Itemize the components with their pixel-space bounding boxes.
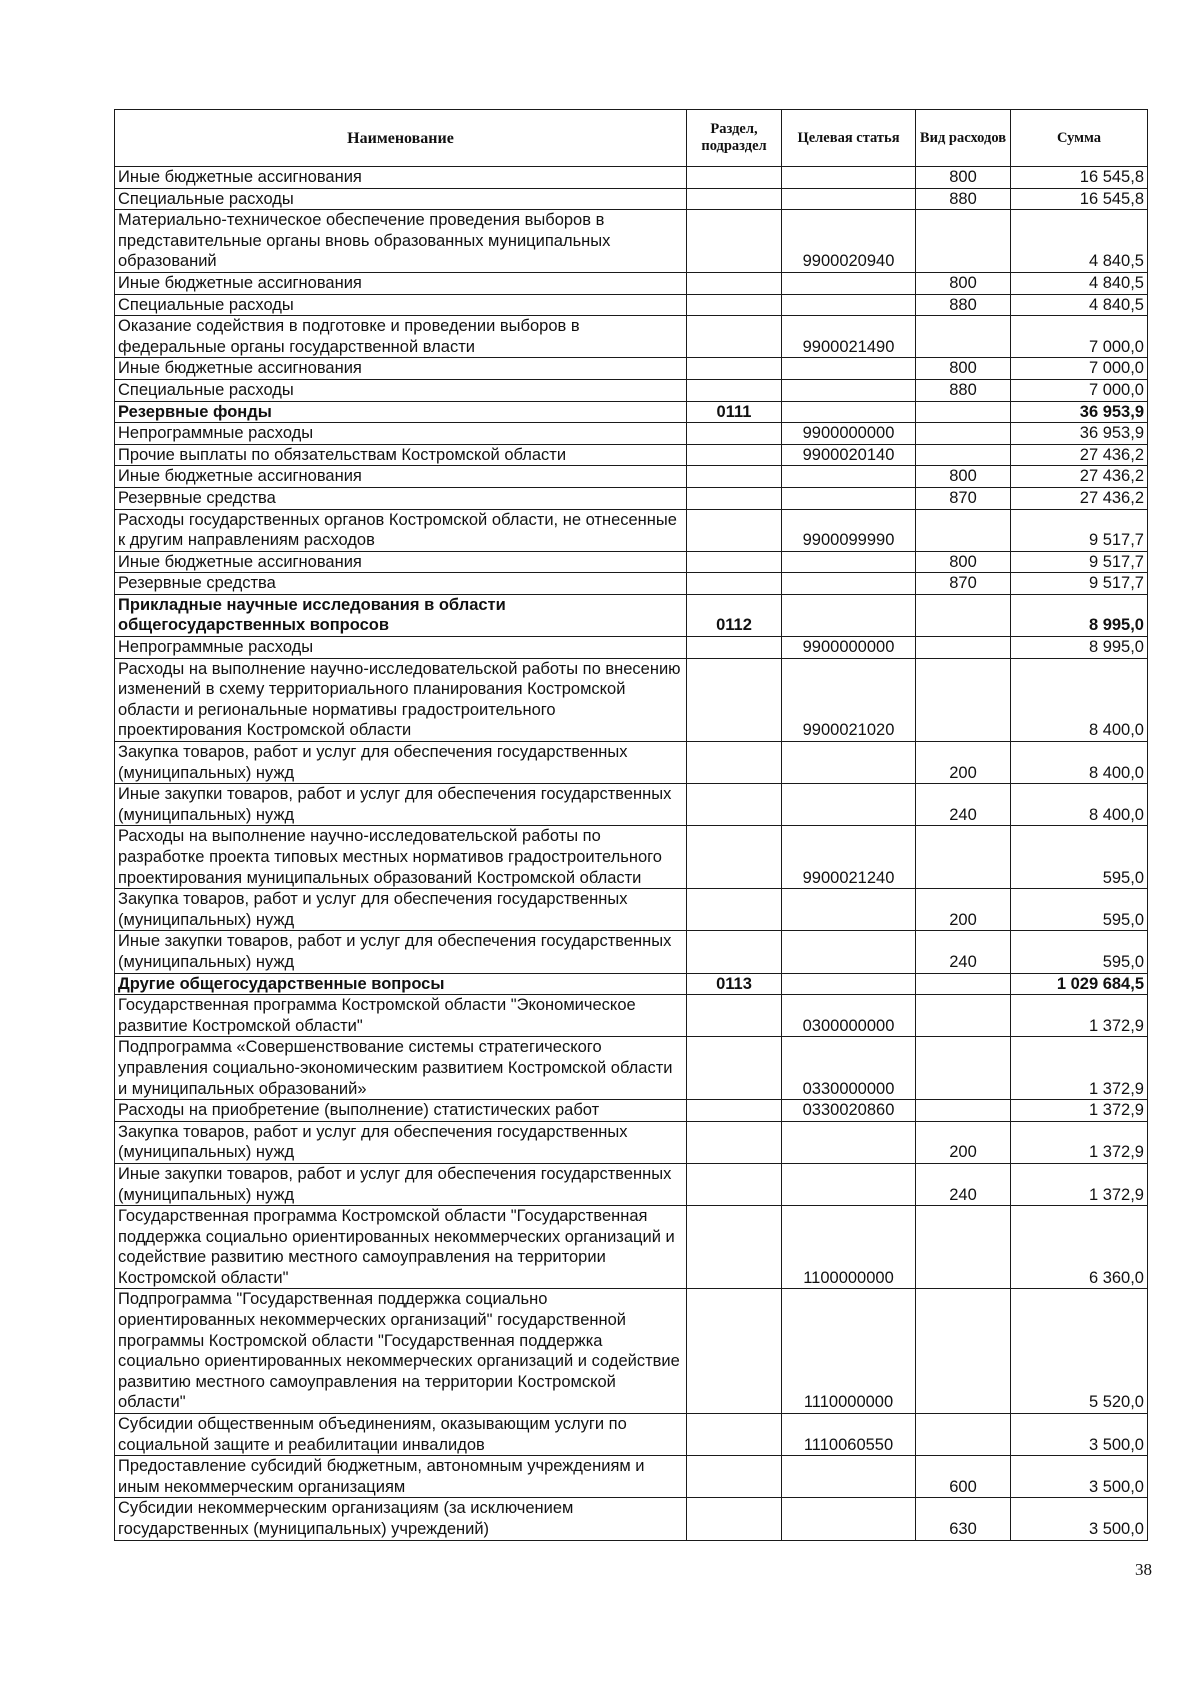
table-row [115,1456,1148,1498]
cell-kind [916,658,1011,741]
cell-sum: 16 545,8 [1011,188,1148,210]
cell-section [687,1414,782,1456]
cell-kind: 800 [916,272,1011,294]
cell-name: Специальные расходы [115,294,687,316]
cell-section [687,1100,782,1122]
cell-kind [916,826,1011,889]
table-row [115,188,1148,210]
header-name: Наименование [115,110,687,167]
header-sum: Сумма [1011,110,1148,167]
cell-section: 0111 [687,401,782,423]
cell-sum: 8 400,0 [1011,658,1148,741]
cell-kind [916,1414,1011,1456]
table-header [115,110,1148,167]
table-row [115,316,1148,358]
cell-target [782,379,916,401]
cell-target [782,594,916,636]
cell-target [782,742,916,784]
table-row [115,1121,1148,1163]
cell-sum: 595,0 [1011,826,1148,889]
cell-sum: 3 500,0 [1011,1456,1148,1498]
cell-section [687,1289,782,1414]
cell-target [782,188,916,210]
cell-section [687,509,782,551]
cell-target [782,1163,916,1205]
cell-name: Специальные расходы [115,188,687,210]
cell-target: 0330000000 [782,1037,916,1100]
cell-section [687,167,782,189]
cell-section [687,889,782,931]
cell-kind [916,1100,1011,1122]
cell-section [687,358,782,380]
cell-target: 9900021240 [782,826,916,889]
cell-target [782,466,916,488]
cell-target [782,889,916,931]
cell-target [782,487,916,509]
cell-kind [916,423,1011,445]
table-row [115,210,1148,273]
cell-kind [916,995,1011,1037]
table-row [115,444,1148,466]
cell-target [782,401,916,423]
cell-sum: 4 840,5 [1011,210,1148,273]
cell-kind: 880 [916,188,1011,210]
cell-name: Иные бюджетные ассигнования [115,358,687,380]
table-row [115,167,1148,189]
cell-name: Непрограммные расходы [115,423,687,445]
cell-kind [916,444,1011,466]
cell-sum: 1 372,9 [1011,1100,1148,1122]
cell-name: Государственная программа Костромской области "Экономическое развитие Костромской области" [115,995,687,1037]
table-row [115,1163,1148,1205]
cell-target [782,931,916,973]
cell-target: 9900020940 [782,210,916,273]
cell-name: Подпрограмма "Государственная поддержка социально ориентированных некоммерческих организаций" государственной программы Костромской области "Государственная поддержка социально ориентированных некоммерческих организаций и содействие развитию местного самоуправления на территории Костромской области" [115,1289,687,1414]
cell-section [687,466,782,488]
cell-target [782,1121,916,1163]
cell-target [782,167,916,189]
table-row [115,401,1148,423]
cell-sum: 8 400,0 [1011,784,1148,826]
cell-sum: 36 953,9 [1011,423,1148,445]
cell-kind: 800 [916,466,1011,488]
cell-name: Материально-техническое обеспечение проведения выборов в представительные органы вновь образованных муниципальных образований [115,210,687,273]
cell-kind [916,509,1011,551]
cell-name: Расходы на выполнение научно-исследовательской работы по разработке проекта типовых местных нормативов градостроительного проектирования муниципальных образований Костромской области [115,826,687,889]
cell-sum: 8 995,0 [1011,637,1148,659]
cell-sum: 4 840,5 [1011,294,1148,316]
cell-kind [916,1206,1011,1289]
cell-section [687,294,782,316]
cell-kind: 200 [916,742,1011,784]
table-body [115,167,1148,1541]
cell-name: Иные бюджетные ассигнования [115,466,687,488]
cell-section: 0113 [687,973,782,995]
budget-table-sheet [114,109,1147,1541]
table-row [115,889,1148,931]
cell-target [782,358,916,380]
cell-section: 0112 [687,594,782,636]
cell-target [782,551,916,573]
table-row [115,637,1148,659]
cell-kind: 800 [916,358,1011,380]
cell-kind [916,210,1011,273]
cell-target: 1110000000 [782,1289,916,1414]
cell-sum: 7 000,0 [1011,316,1148,358]
cell-name: Прочие выплаты по обязательствам Костромской области [115,444,687,466]
cell-kind [916,637,1011,659]
cell-name: Субсидии общественным объединениям, оказывающим услуги по социальной защите и реабилитации инвалидов [115,1414,687,1456]
cell-sum: 36 953,9 [1011,401,1148,423]
cell-target: 1100000000 [782,1206,916,1289]
cell-name: Закупка товаров, работ и услуг для обеспечения государственных (муниципальных) нужд [115,889,687,931]
cell-target [782,294,916,316]
cell-name: Расходы государственных органов Костромской области, не отнесенные к другим направлениям расходов [115,509,687,551]
table-row [115,742,1148,784]
header-section: Раздел, подраздел [687,110,782,167]
cell-kind [916,973,1011,995]
cell-section [687,1121,782,1163]
table-row [115,1498,1148,1540]
cell-section [687,188,782,210]
table-row [115,272,1148,294]
cell-sum: 8 995,0 [1011,594,1148,636]
table-row [115,379,1148,401]
cell-section [687,551,782,573]
cell-name: Иные закупки товаров, работ и услуг для обеспечения государственных (муниципальных) нужд [115,931,687,973]
table-row [115,1289,1148,1414]
cell-kind: 240 [916,784,1011,826]
cell-section [687,742,782,784]
table-row [115,1100,1148,1122]
cell-sum: 5 520,0 [1011,1289,1148,1414]
cell-name: Непрограммные расходы [115,637,687,659]
cell-target: 9900000000 [782,423,916,445]
table-row [115,573,1148,595]
cell-kind [916,1037,1011,1100]
cell-section [687,1206,782,1289]
cell-target: 0300000000 [782,995,916,1037]
cell-sum: 27 436,2 [1011,444,1148,466]
cell-kind: 240 [916,1163,1011,1205]
cell-sum: 27 436,2 [1011,466,1148,488]
cell-name: Расходы на приобретение (выполнение) статистических работ [115,1100,687,1122]
table-row [115,658,1148,741]
cell-kind: 870 [916,573,1011,595]
cell-target: 9900021020 [782,658,916,741]
cell-name: Предоставление субсидий бюджетным, автономным учреждениям и иным некоммерческим организациям [115,1456,687,1498]
cell-kind: 200 [916,889,1011,931]
cell-name: Иные бюджетные ассигнования [115,167,687,189]
cell-target: 9900000000 [782,637,916,659]
cell-section [687,826,782,889]
table-row [115,1206,1148,1289]
header-kind: Вид расходов [916,110,1011,167]
cell-sum: 6 360,0 [1011,1206,1148,1289]
cell-name: Специальные расходы [115,379,687,401]
table-row [115,1037,1148,1100]
cell-name: Резервные фонды [115,401,687,423]
cell-sum: 9 517,7 [1011,509,1148,551]
cell-name: Иные закупки товаров, работ и услуг для обеспечения государственных (муниципальных) нужд [115,784,687,826]
cell-sum: 1 372,9 [1011,995,1148,1037]
table-row [115,931,1148,973]
cell-kind: 600 [916,1456,1011,1498]
cell-target [782,973,916,995]
header-target: Целевая статья [782,110,916,167]
cell-name: Прикладные научные исследования в области общегосударственных вопросов [115,594,687,636]
cell-name: Подпрограмма «Совершенствование системы стратегического управления социально-экономическим развитием Костромской области и муниципальных образований» [115,1037,687,1100]
table-row [115,1414,1148,1456]
page-number: 38 [1135,1560,1152,1579]
cell-target: 0330020860 [782,1100,916,1122]
cell-name: Другие общегосударственные вопросы [115,973,687,995]
cell-section [687,1498,782,1540]
cell-target: 1110060550 [782,1414,916,1456]
cell-sum: 9 517,7 [1011,551,1148,573]
cell-section [687,487,782,509]
cell-name: Оказание содействия в подготовке и проведении выборов в федеральные органы государственной власти [115,316,687,358]
cell-sum: 1 372,9 [1011,1121,1148,1163]
table-row [115,995,1148,1037]
cell-name: Закупка товаров, работ и услуг для обеспечения государственных (муниципальных) нужд [115,742,687,784]
table-row [115,509,1148,551]
cell-kind [916,401,1011,423]
cell-target [782,784,916,826]
cell-kind: 240 [916,931,1011,973]
cell-name: Резервные средства [115,487,687,509]
table-row [115,423,1148,445]
cell-kind: 880 [916,379,1011,401]
cell-target: 9900099990 [782,509,916,551]
cell-name: Субсидии некоммерческим организациям (за исключением государственных (муниципальных) учреждений) [115,1498,687,1540]
cell-sum: 7 000,0 [1011,358,1148,380]
cell-kind [916,594,1011,636]
cell-kind: 800 [916,551,1011,573]
cell-name: Иные закупки товаров, работ и услуг для обеспечения государственных (муниципальных) нужд [115,1163,687,1205]
cell-target: 9900020140 [782,444,916,466]
cell-kind: 870 [916,487,1011,509]
cell-target [782,1456,916,1498]
cell-section [687,316,782,358]
table-row [115,973,1148,995]
header-row [115,110,1148,167]
cell-name: Расходы на выполнение научно-исследовательской работы по внесению изменений в схему территориального планирования Костромской области и региональные нормативы градостроительного проектирования Костромской области [115,658,687,741]
cell-sum: 8 400,0 [1011,742,1148,784]
table-row [115,826,1148,889]
table-row [115,551,1148,573]
cell-name: Иные бюджетные ассигнования [115,551,687,573]
cell-kind [916,1289,1011,1414]
cell-sum: 16 545,8 [1011,167,1148,189]
cell-target [782,573,916,595]
cell-sum: 595,0 [1011,889,1148,931]
cell-sum: 1 372,9 [1011,1163,1148,1205]
table-row [115,784,1148,826]
cell-kind: 200 [916,1121,1011,1163]
table-row [115,487,1148,509]
table-row [115,358,1148,380]
cell-sum: 27 436,2 [1011,487,1148,509]
cell-sum: 595,0 [1011,931,1148,973]
cell-section [687,995,782,1037]
cell-sum: 3 500,0 [1011,1414,1148,1456]
cell-target [782,1498,916,1540]
cell-sum: 4 840,5 [1011,272,1148,294]
cell-section [687,1037,782,1100]
cell-section [687,931,782,973]
cell-kind [916,316,1011,358]
cell-section [687,444,782,466]
table-row [115,594,1148,636]
cell-section [687,658,782,741]
cell-sum: 9 517,7 [1011,573,1148,595]
cell-section [687,210,782,273]
cell-sum: 1 372,9 [1011,1037,1148,1100]
cell-kind: 800 [916,167,1011,189]
cell-section [687,1163,782,1205]
cell-sum: 3 500,0 [1011,1498,1148,1540]
cell-target [782,272,916,294]
cell-sum: 7 000,0 [1011,379,1148,401]
cell-sum: 1 029 684,5 [1011,973,1148,995]
cell-section [687,379,782,401]
cell-name: Государственная программа Костромской области "Государственная поддержка социально ориентированных некоммерческих организаций и содействие развитию местного самоуправления на территории Костромской области" [115,1206,687,1289]
table-row [115,466,1148,488]
table-row [115,294,1148,316]
cell-section [687,784,782,826]
cell-target: 9900021490 [782,316,916,358]
cell-kind: 630 [916,1498,1011,1540]
cell-name: Иные бюджетные ассигнования [115,272,687,294]
cell-section [687,573,782,595]
budget-table [114,109,1148,1541]
cell-section [687,423,782,445]
cell-section [687,637,782,659]
cell-section [687,272,782,294]
cell-section [687,1456,782,1498]
cell-name: Резервные средства [115,573,687,595]
cell-name: Закупка товаров, работ и услуг для обеспечения государственных (муниципальных) нужд [115,1121,687,1163]
cell-kind: 880 [916,294,1011,316]
